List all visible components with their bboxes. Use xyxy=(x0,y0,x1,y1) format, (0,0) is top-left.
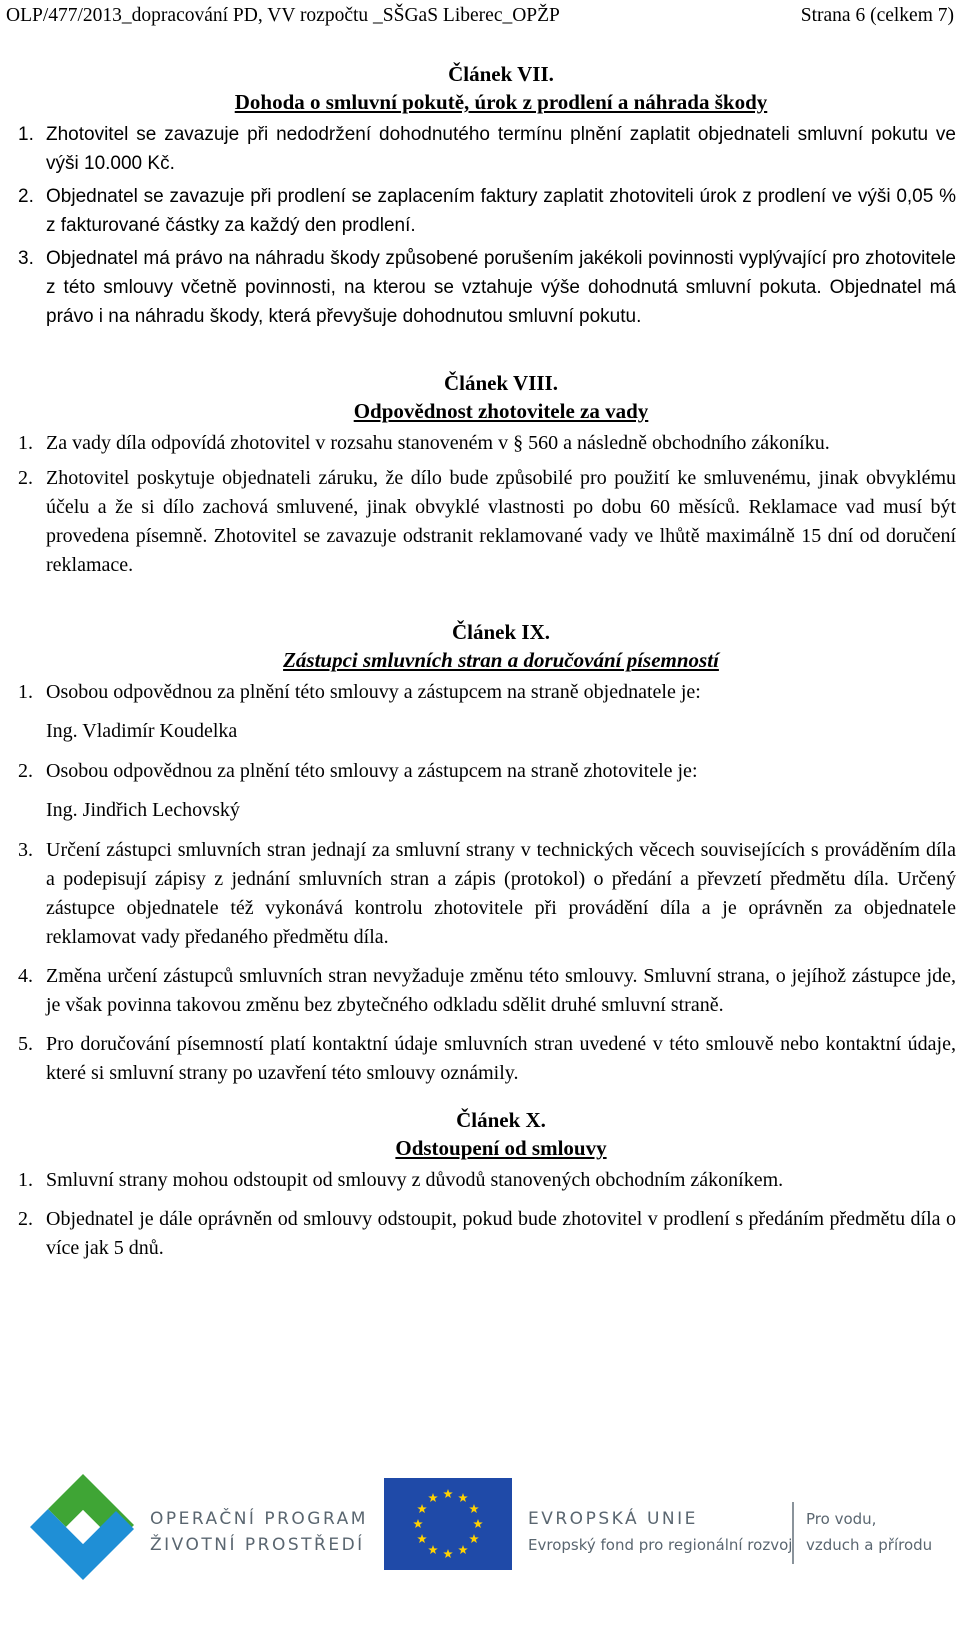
opz-line-2: ŽIVOTNÍ PROSTŘEDÍ xyxy=(150,1535,365,1555)
clause-number: 1. xyxy=(18,1169,33,1191)
clause-text: Zhotovitel poskytuje objednateli záruku, že dílo bude způsobilé pro použití ke smluvenému, jinak obvyklému účelu a že si dílo zachová smluvené, jinak obvyklé vlastnosti po dobu 60 měsíců. Reklamace vad musí být provedena písemně. Zhotovitel se zavazuje odstranit reklamované vady ve lhůtě maximálně 15 dní od doručení reklamace. xyxy=(46,467,956,576)
clause-number: 3. xyxy=(18,839,33,861)
clause-text: Pro doručování písemností platí kontaktní údaje smluvních stran uvedené v této smlouvě nebo kontaktní údaje, které si smluvní strany po uzavření této smlouvy oznámily. xyxy=(46,1033,956,1084)
clause xyxy=(18,1030,956,1088)
clause-text: Za vady díla odpovídá zhotovitel v rozsahu stanoveném v § 560 a následně obchodního zákoníku. xyxy=(46,432,830,454)
clause xyxy=(18,182,956,240)
opz-logo-icon xyxy=(28,1470,138,1590)
eu-flag-icon xyxy=(384,1478,512,1570)
clause-number: 3. xyxy=(18,248,34,269)
logo-footer xyxy=(0,1460,960,1629)
document-id: OLP/477/2013_dopracování PD, VV rozpočtu _SŠGaS Liberec_OPŽP xyxy=(6,5,560,26)
clause-number: 2. xyxy=(18,467,33,489)
clause xyxy=(18,244,956,331)
clause-number: 5. xyxy=(18,1033,33,1055)
document-body xyxy=(18,60,956,1269)
clause xyxy=(18,464,956,580)
slogan xyxy=(806,1506,932,1558)
slogan-line-1: Pro vodu, xyxy=(806,1510,877,1528)
clause xyxy=(18,1205,956,1263)
clause-text: Osobou odpovědnou za plnění této smlouvy a zástupcem na straně zhotovitele je: xyxy=(46,760,698,782)
clause-text: Změna určení zástupců smluvních stran nevyžaduje změnu této smlouvy. Smluvní strana, o jejíhož zástupce jde, je však povinna takovou změnu bez zbytečného odkladu sdělit druhé smluvní straně. xyxy=(46,965,956,1016)
clause-number: 2. xyxy=(18,760,33,782)
clause-number: 2. xyxy=(18,1208,33,1230)
representative-name: Ing. Vladimír Koudelka xyxy=(46,720,238,742)
eu-title: EVROPSKÁ UNIE xyxy=(528,1509,698,1529)
article-7 xyxy=(18,60,956,331)
opz-wordmark xyxy=(150,1506,368,1558)
clause xyxy=(18,757,956,786)
eu-wordmark xyxy=(528,1506,792,1558)
article-subtitle: Dohoda o smluvní pokutě, úrok z prodlení a náhrada škody xyxy=(234,90,768,114)
clause-number: 4. xyxy=(18,965,33,987)
clause-text: Zhotovitel se zavazuje při nedodržení dohodnutého termínu plnění zaplatit objednateli smluvní pokutu ve výši 10.000 Kč. xyxy=(46,124,956,174)
eu-fund-name: Evropský fond pro regionální rozvoj xyxy=(528,1536,793,1554)
clause-number: 1. xyxy=(18,681,33,703)
article-subtitle: Odstoupení od smlouvy xyxy=(395,1136,607,1160)
article-9 xyxy=(18,618,956,1088)
opz-line-1: OPERAČNÍ PROGRAM xyxy=(150,1509,368,1529)
clause xyxy=(18,429,956,458)
clause-text: Určení zástupci smluvních stran jednají za smluvní strany v technických věcech souvisejících s prováděním díla a podepisují zápisy z jednání smluvních stran a zápis (protokol) o předání a převzetí předmětu díla. Určený zástupce objednatele též vykonává kontrolu zhotovitele při provádění díla a je oprávněn za objednatele reklamovat vady předaného předmětu díla. xyxy=(46,839,956,948)
clause-text: Smluvní strany mohou odstoupit od smlouvy z důvodů stanovených obchodním zákoníkem. xyxy=(46,1169,784,1191)
representative-name: Ing. Jindřich Lechovský xyxy=(46,799,240,821)
article-subtitle: Zástupci smluvních stran a doručování písemností xyxy=(283,648,719,672)
article-title: Článek X. xyxy=(456,1108,546,1132)
clause xyxy=(18,1166,956,1195)
article-subtitle: Odpovědnost zhotovitele za vady xyxy=(353,399,649,423)
clause-text: Objednatel je dále oprávněn od smlouvy odstoupit, pokud bude zhotovitel v prodlení s předáním předmětu díla o více jak 5 dnů. xyxy=(46,1208,956,1259)
clause xyxy=(18,836,956,952)
article-10 xyxy=(18,1106,956,1263)
clause xyxy=(18,962,956,1020)
article-title: Článek VII. xyxy=(448,62,554,86)
clause-number: 2. xyxy=(18,186,34,207)
slogan-line-2: vzduch a přírodu xyxy=(806,1536,933,1554)
clause-text: Objednatel se zavazuje při prodlení se zaplacením faktury zaplatit zhotoviteli úrok z prodlení ve výši 0,05 % z fakturované částky za každý den prodlení. xyxy=(46,186,956,236)
article-title: Článek IX. xyxy=(451,620,551,644)
clause-number: 1. xyxy=(18,432,33,454)
article-8 xyxy=(18,369,956,580)
clause-text: Osobou odpovědnou za plnění této smlouvy a zástupcem na straně objednatele je: xyxy=(46,681,701,703)
page-header xyxy=(6,2,954,30)
divider xyxy=(792,1502,794,1564)
clause-text: Objednatel má právo na náhradu škody způsobené porušením jakékoli povinnosti vyplývající pro zhotovitele z této smlouvy včetně povinnosti, na kterou se vztahuje výše dohodnutá smluvní pokuta. Objednatel má právo i na náhradu škody, která převyšuje dohodnutou smluvní pokutu. xyxy=(46,248,956,327)
page-counter: Strana 6 (celkem 7) xyxy=(800,5,954,26)
article-title: Článek VIII. xyxy=(444,371,558,395)
clause xyxy=(18,678,956,707)
clause-number: 1. xyxy=(18,124,34,145)
clause xyxy=(18,120,956,178)
